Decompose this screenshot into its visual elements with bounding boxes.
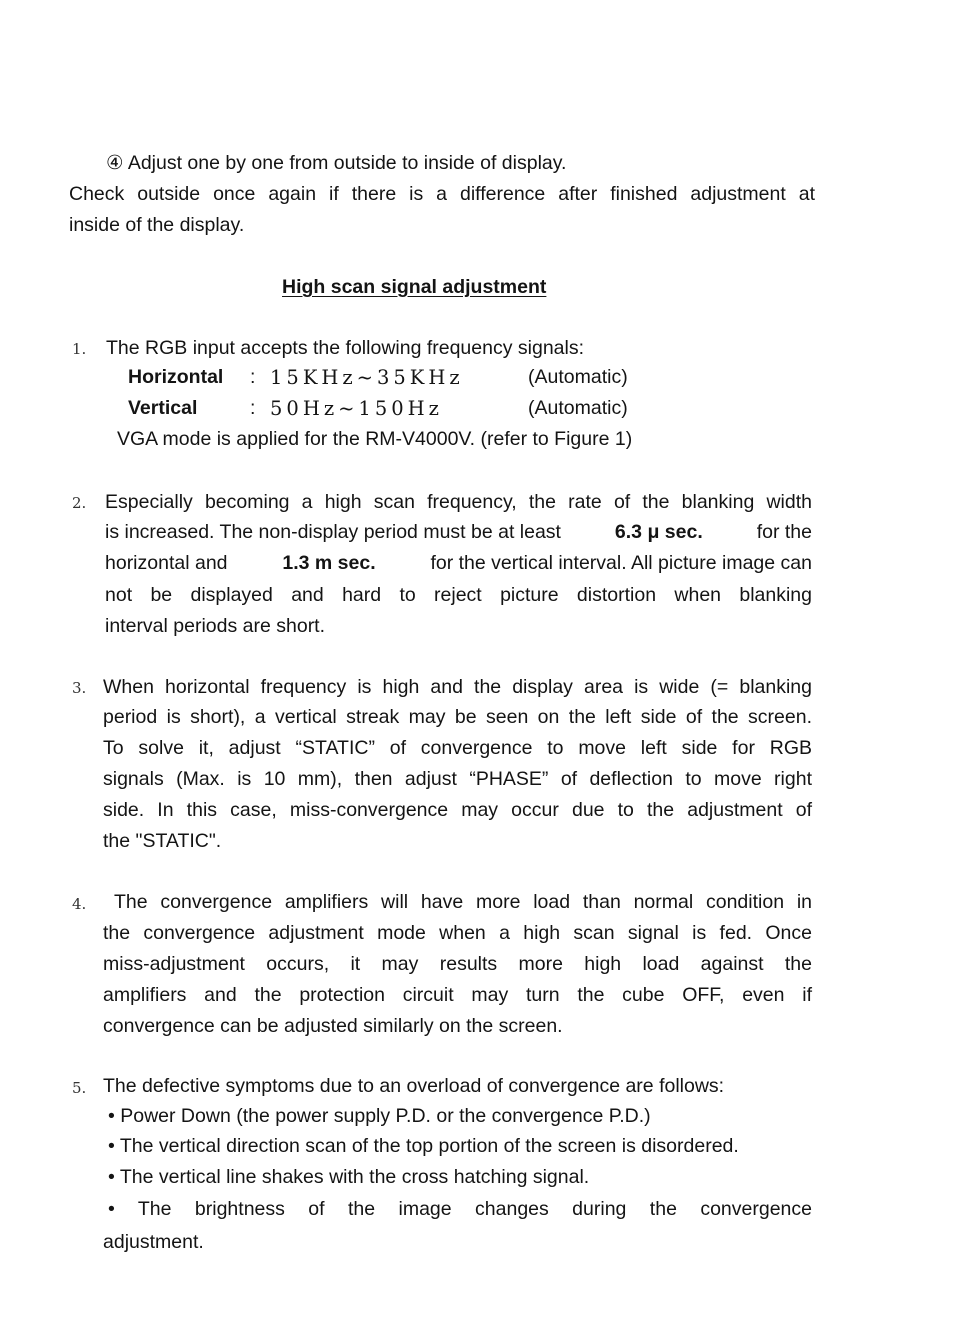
item-4-line-3	[103, 949, 812, 980]
horizontal-mode: (Automatic)	[528, 366, 628, 388]
item-3-line-3-text: To solve it, adjust “STATIC” of convergence to move left side for RGB	[103, 737, 812, 759]
intro-line-1	[69, 179, 815, 210]
item-3-line-4-text: signals (Max. is 10 mm), then adjust “PHASE” of deflection to move right	[103, 768, 812, 790]
item-4-number: 4.	[72, 895, 87, 913]
item-3-line-1	[103, 672, 812, 703]
item-2-line-4	[105, 580, 812, 611]
item-2-after-2: for the vertical interval. All picture image can	[430, 552, 812, 574]
item-5-bullet-4-cont: adjustment.	[103, 1231, 204, 1253]
item-2-line-3	[105, 548, 812, 579]
item-2-line-4-text: not be displayed and hard to reject picture distortion when blanking	[105, 584, 812, 606]
item-3-line-6: the "STATIC".	[103, 830, 222, 852]
item-2-after-1: for the	[756, 521, 812, 543]
vertical-sep: :	[250, 397, 256, 419]
item-4-line-1-text: The convergence amplifiers will have more load than normal condition in	[114, 891, 812, 913]
item-3-number: 3.	[72, 679, 87, 697]
intro-step: ④ Adjust one by one from outside to inside of display.	[106, 152, 567, 174]
vertical-label: Vertical	[128, 397, 198, 419]
item-4-line-2	[103, 918, 812, 949]
item-2-number: 2.	[72, 494, 87, 512]
item-3-line-3	[103, 733, 812, 764]
item-2-bold-2: 1.3 m sec.	[282, 552, 376, 574]
item-2-line-1-text: Especially becoming a high scan frequency, the rate of the blanking width	[105, 491, 812, 513]
item-2-line-3-text: horizontal and	[105, 552, 228, 574]
item-2-line-5: interval periods are short.	[105, 615, 326, 637]
horizontal-sep: :	[250, 366, 256, 388]
item-4-line-3-text: miss-adjustment occurs, it may results more high load against the	[103, 953, 812, 975]
item-3-line-5	[103, 795, 812, 826]
intro-line-1-text: Check outside once again if there is a difference after finished adjustment at	[69, 183, 815, 205]
vertical-value: 50Hz~150Hz	[270, 397, 443, 420]
item-2-line-2-text: is increased. The non-display period must be at least	[105, 521, 561, 543]
item-5-lead: The defective symptoms due to an overload of convergence are follows:	[103, 1075, 725, 1097]
section-heading: High scan signal adjustment	[282, 276, 547, 298]
horizontal-value: 15KHz~35KHz	[270, 366, 464, 389]
item-3-line-1-text: When horizontal frequency is high and the display area is wide (= blanking	[103, 676, 812, 698]
item-4-line-1	[114, 887, 812, 918]
item-5-number: 5.	[72, 1079, 87, 1097]
item-5-bullet-4	[108, 1194, 812, 1225]
item-5-bullet-1: • Power Down (the power supply P.D. or the convergence P.D.)	[108, 1105, 651, 1127]
item-2-bold-1: 6.3 μ sec.	[614, 521, 703, 543]
item-3-line-4	[103, 764, 812, 795]
horizontal-label: Horizontal	[128, 366, 224, 388]
item-5-bullet-4-text: • The brightness of the image changes during the convergence	[108, 1198, 812, 1220]
item-2-line-1	[105, 487, 812, 518]
intro-line-2: inside of the display.	[69, 214, 245, 236]
item-4-line-2-text: the convergence adjustment mode when a high scan signal is fed. Once	[103, 922, 812, 944]
item-1-note: VGA mode is applied for the RM-V4000V. (refer to Figure 1)	[117, 428, 633, 450]
item-1-lead: The RGB input accepts the following frequency signals:	[106, 337, 585, 359]
item-4-line-5: convergence can be adjusted similarly on the screen.	[103, 1015, 563, 1037]
item-4-line-4-text: amplifiers and the protection circuit may turn the cube OFF, even if	[103, 984, 812, 1006]
item-3-line-5-text: side. In this case, miss-convergence may occur due to the adjustment of	[103, 799, 812, 821]
item-5-bullet-3: • The vertical line shakes with the cross hatching signal.	[108, 1166, 590, 1188]
item-4-line-4	[103, 980, 812, 1011]
item-3-line-2	[103, 702, 812, 733]
vertical-mode: (Automatic)	[528, 397, 628, 419]
item-5-bullet-2: • The vertical direction scan of the top portion of the screen is disordered.	[108, 1135, 739, 1157]
item-1-number: 1.	[72, 340, 87, 358]
item-3-line-2-text: period is short), a vertical streak may be seen on the left side of the screen.	[103, 706, 812, 728]
item-2-line-2	[105, 517, 812, 548]
